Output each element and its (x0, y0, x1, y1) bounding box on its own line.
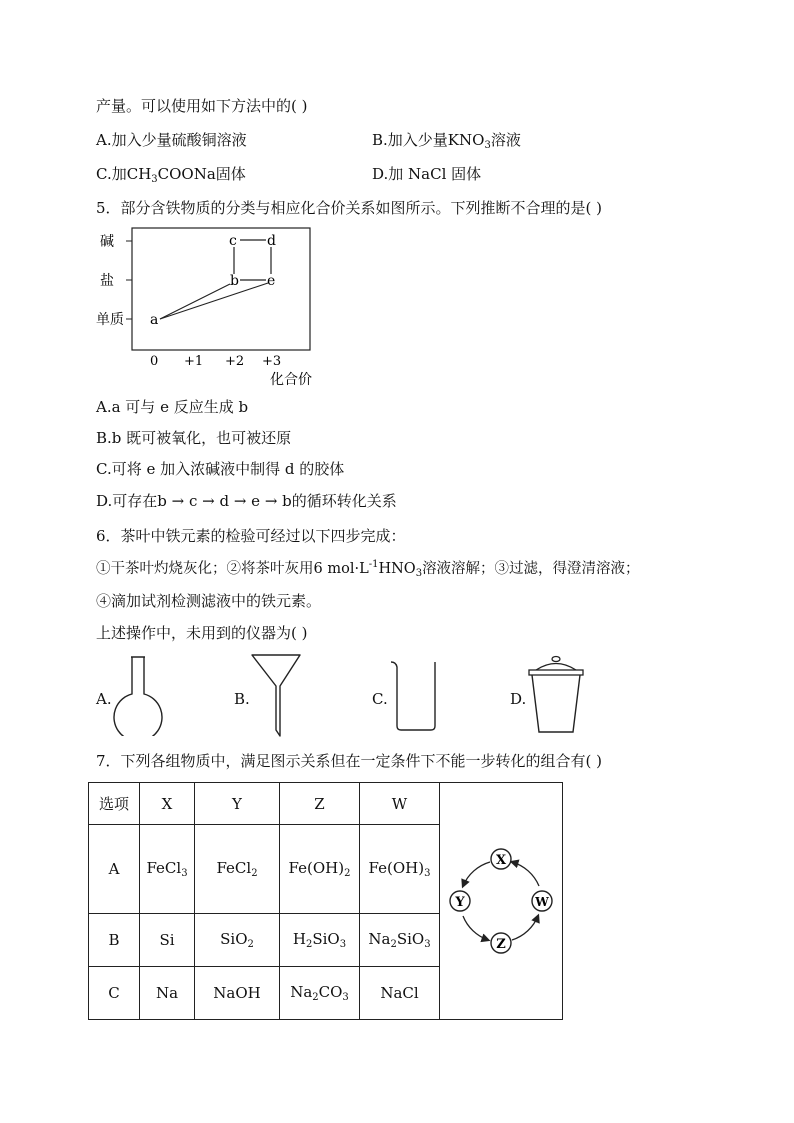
q5-option-b[interactable]: B.b 既可被氧化，也可被还原 (96, 429, 292, 447)
y-label-base: 碱 (100, 234, 114, 250)
q6-steps-line2: ④滴加试剂检测滤液中的铁元素。 (96, 592, 322, 610)
y-label-element: 单质 (96, 312, 124, 328)
row-b-z: $H_2SiO_3$ (280, 914, 360, 967)
q4-stem-end: 产量。可以使用如下方法中的( ) (96, 97, 308, 115)
x-tick-3: +3 (262, 354, 282, 369)
row-b-w: $Na_2SiO_3$ (360, 914, 440, 967)
q5-option-c[interactable]: C.可将 e 加入浓碱液中制得 d 的胶体 (96, 460, 345, 478)
row-a-option: A (89, 825, 140, 914)
q7-stem: 7．下列各组物质中，满足图示关系但在一定条件下不能一步转化的组合有( ) (96, 752, 603, 770)
q6-label-c[interactable]: C. (372, 690, 388, 708)
q6-s1-pre: ①干茶叶灼烧灰化；②将茶叶灰用 (96, 561, 314, 577)
row-a-z: $Fe(OH)_2$ (280, 825, 360, 914)
q5-option-a[interactable]: A.a 可与 e 反应生成 b (96, 398, 249, 416)
q4-option-c[interactable] (96, 165, 246, 186)
q4-c-post: 固体 (215, 165, 246, 183)
cycle-node-w: W (535, 895, 549, 909)
cycle-diagram (446, 846, 556, 956)
point-d: d (267, 233, 276, 249)
table-header-row (89, 783, 563, 825)
crucible-icon (525, 654, 587, 736)
q5-d-post: 的循环转化关系 (291, 492, 397, 510)
q4-c-formula2: COONa (157, 165, 216, 183)
x-axis-title: 化合价 (270, 372, 312, 388)
line-a-e (160, 283, 268, 319)
q6-question: 上述操作中，未用到的仪器为( ) (96, 624, 308, 642)
q7-options-table (88, 782, 563, 1020)
row-b-x: Si (140, 914, 195, 967)
row-b-y: SiO$_2$ (195, 914, 280, 967)
line-a-b (160, 284, 230, 319)
row-c-w: NaCl (360, 967, 440, 1020)
q5-stem: 5．部分含铁物质的分类与相应化合价关系如图所示。下列推断不合理的是( ) (96, 199, 603, 217)
q5-option-d[interactable] (96, 492, 397, 510)
row-a-x: FeCl$_3$ (140, 825, 195, 914)
cycle-node-x: X (495, 853, 507, 868)
header-x: X (140, 783, 195, 825)
point-e: e (267, 273, 276, 289)
header-z: Z (280, 783, 360, 825)
beaker-icon (387, 658, 443, 734)
q4-b-sub: 3 (484, 140, 491, 151)
q6-s1-post: 溶液溶解；③过滤，得澄清溶液； (422, 561, 640, 577)
q6-s1-exp: -1 (368, 559, 379, 570)
q6-s1-formula: HNO (378, 561, 416, 577)
row-a-y: FeCl$_2$ (195, 825, 280, 914)
header-y: Y (195, 783, 280, 825)
q6-label-d[interactable]: D. (510, 690, 527, 708)
q6-label-a[interactable]: A. (96, 690, 112, 708)
q5-d-pre: D.可存在 (96, 492, 158, 510)
q4-b-formula: KNO (447, 131, 485, 149)
q4-option-d[interactable]: D.加 NaCl 固体 (372, 165, 482, 183)
row-a-w: $Fe(OH)_3$ (360, 825, 440, 914)
row-c-z: $Na_2CO_3$ (280, 967, 360, 1020)
q6-steps-line1 (96, 559, 640, 580)
q4-c-pre: C.加 (96, 165, 127, 183)
q5-valence-chart (96, 222, 336, 390)
row-c-y: NaOH (195, 967, 280, 1020)
x-tick-1: +1 (184, 354, 204, 369)
cycle-diagram-cell (440, 783, 563, 1020)
row-b-option: B (89, 914, 140, 967)
q6-s1-unit: mol·L (327, 561, 369, 577)
q6-s1-sub: 3 (415, 568, 423, 579)
q4-b-pre: B.加入少量 (372, 131, 448, 149)
x-tick-0: 0 (150, 354, 159, 369)
row-c-x: Na (140, 967, 195, 1020)
volumetric-flask-icon (110, 654, 166, 736)
q4-c-formula1: CH (126, 165, 152, 183)
cycle-node-y: Y (455, 895, 465, 910)
q4-b-post: 溶液 (490, 131, 521, 149)
header-option: 选项 (89, 783, 140, 825)
row-c-option: C (89, 967, 140, 1020)
q6-stem: 6．茶叶中铁元素的检验可经过以下四步完成： (96, 527, 406, 545)
point-b: b (230, 273, 239, 289)
point-a: a (150, 312, 159, 328)
cycle-node-z: Z (496, 937, 506, 952)
funnel-icon (249, 652, 305, 738)
header-w: W (360, 783, 440, 825)
q4-c-sub: 3 (151, 174, 158, 185)
q6-label-b[interactable]: B. (234, 690, 250, 708)
x-tick-2: +2 (225, 354, 245, 369)
q4-option-b[interactable] (372, 131, 521, 152)
point-c: c (229, 233, 237, 249)
y-label-salt: 盐 (100, 273, 114, 289)
q4-option-a[interactable]: A.加入少量硫酸铜溶液 (96, 131, 247, 149)
q5-d-chain: b → c → d → e → b (157, 492, 292, 510)
q6-s1-num: 6 (313, 561, 323, 577)
